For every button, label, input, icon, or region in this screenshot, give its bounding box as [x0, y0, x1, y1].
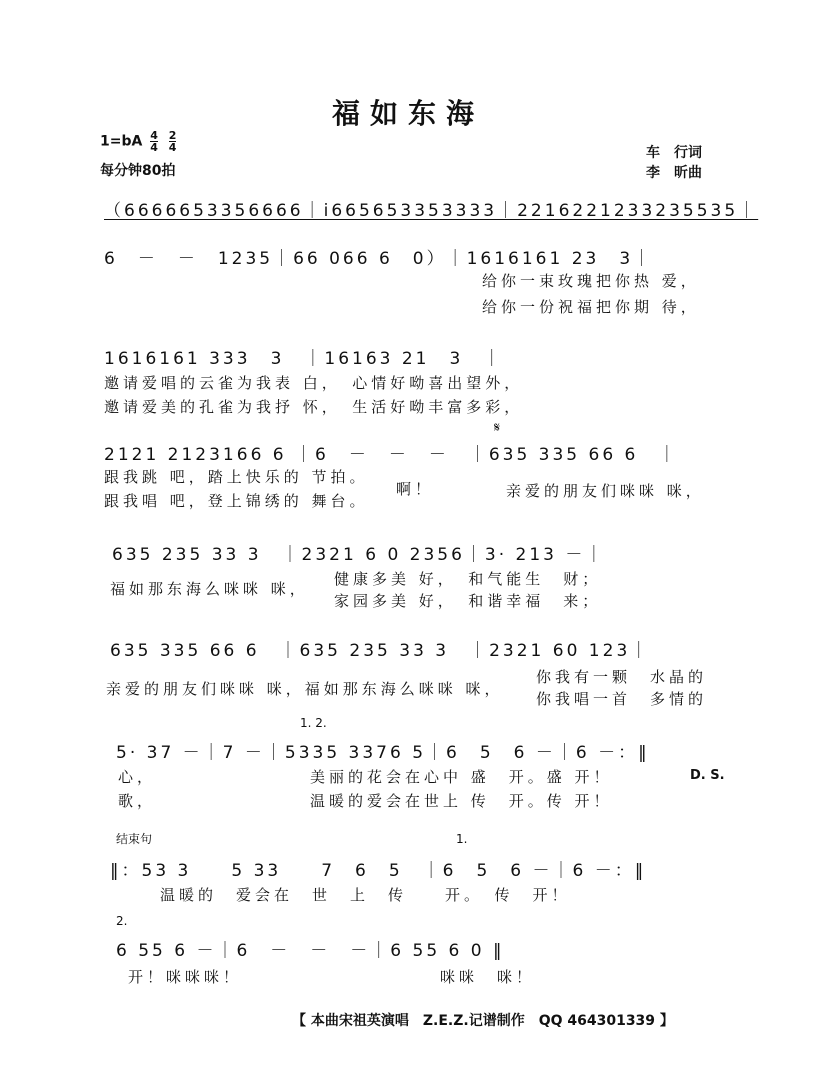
system-3-lyric-2: 邀请爱美的孔雀为我抒 怀， 生活好呦丰富多彩，	[104, 398, 524, 416]
system-1-notes: （6666653356666｜i665653353333｜2216221233235535｜	[104, 201, 759, 221]
ending-label: 结束句	[116, 832, 153, 846]
system-9-lyric-1: 开！咪咪咪！	[128, 968, 243, 986]
time-signature-1	[150, 130, 158, 153]
system-8-lyric-1: 温暖的 爱会在 世 上 传 开。 传 开！	[160, 886, 571, 904]
system-8-volta: 1.	[456, 832, 468, 846]
system-4-lyric-1: 跟我跳 吧，踏上快乐的 节拍。	[104, 468, 369, 486]
system-2-notes: 6 － － 1235｜66 066 6 0）｜1616161 23 3｜	[104, 249, 654, 269]
system-7-lyric-1: 心，	[118, 768, 157, 786]
system-2-lyric-2: 给你一份祝福把你期 待，	[482, 298, 700, 316]
time-sig-1-den: 4	[150, 141, 158, 154]
system-9-notes: 6 55 6 －｜6 － － －｜6 55 6 0 ‖	[116, 941, 505, 961]
system-4-lyric-2: 跟我唱 吧，登上锦绣的 舞台。	[104, 492, 369, 510]
system-7-volta: 1. 2.	[300, 716, 327, 730]
composer-credit: 李 昕曲	[646, 165, 702, 181]
system-6-lyric-1: 亲爱的朋友们咪咪 咪，福如那东海么咪咪 咪，	[106, 680, 504, 698]
system-3-notes: 1616161 333 3 ｜16163 21 3 ｜	[104, 349, 504, 369]
tempo-marking: 每分钟80拍	[100, 163, 176, 179]
key-label: 1=bA	[100, 133, 143, 150]
system-4-lyric-ah: 啊！	[396, 480, 435, 498]
system-9-lyric-2: 咪咪 咪！	[440, 968, 536, 986]
time-sig-2-den: 4	[168, 141, 177, 154]
footer-credit: 【 本曲宋祖英演唱 Z.E.Z.记谱制作 QQ 464301339 】	[292, 1013, 674, 1029]
system-6-lyric-2: 你我有一颗 水晶的	[536, 668, 708, 686]
system-3-lyric-1: 邀请爱唱的云雀为我表 白， 心情好呦喜出望外，	[104, 374, 524, 392]
system-5-lyric-2: 健康多美 好， 和气能生 财；	[334, 570, 602, 588]
system-7-lyric-4: 温暖的爱会在世上 传 开。传 开！	[310, 792, 613, 810]
lyricist-credit: 车 行词	[646, 145, 702, 161]
dal-segno-mark: D. S.	[690, 768, 725, 783]
time-signature-2	[169, 130, 177, 153]
system-5-notes: 635 235 33 3 ｜2321 6 0 2356｜3· 213 －｜	[112, 545, 606, 565]
system-5-lyric-1: 福如那东海么咪咪 咪，	[110, 580, 309, 598]
system-8-notes: ‖：53 3 5 33 7 6 5 ｜6 5 6 －｜6 －：‖	[110, 861, 647, 881]
system-7-lyric-2: 歌，	[118, 792, 157, 810]
system-6-lyric-3: 你我唱一首 多情的	[536, 690, 708, 708]
time-sig-1-num: 4	[150, 129, 158, 142]
system-9-volta: 2.	[116, 914, 128, 928]
system-4-lyric-chorus: 亲爱的朋友们咪咪 咪，	[506, 482, 705, 500]
system-7-notes: 5· 37 －｜7 －｜5335 3376 5｜6 5 6 －｜6 －：‖	[116, 743, 650, 763]
time-sig-2-num: 2	[168, 129, 177, 142]
system-5-lyric-3: 家园多美 好， 和谐幸福 来；	[334, 592, 602, 610]
system-2-lyric-1: 给你一束玫瑰把你热 爱，	[482, 272, 700, 290]
system-7-lyric-3: 美丽的花会在心中 盛 开。盛 开！	[310, 768, 613, 786]
system-6-notes: 635 335 66 6 ｜635 235 33 3 ｜2321 60 123｜	[110, 641, 651, 661]
system-4-notes: 2121 2123166 6 ｜6 － － － ｜635 335 66 6 ｜	[104, 445, 679, 465]
song-title: 福如东海	[331, 97, 484, 130]
segno-sign: 𝄋	[494, 420, 501, 436]
key-signature	[100, 130, 179, 153]
